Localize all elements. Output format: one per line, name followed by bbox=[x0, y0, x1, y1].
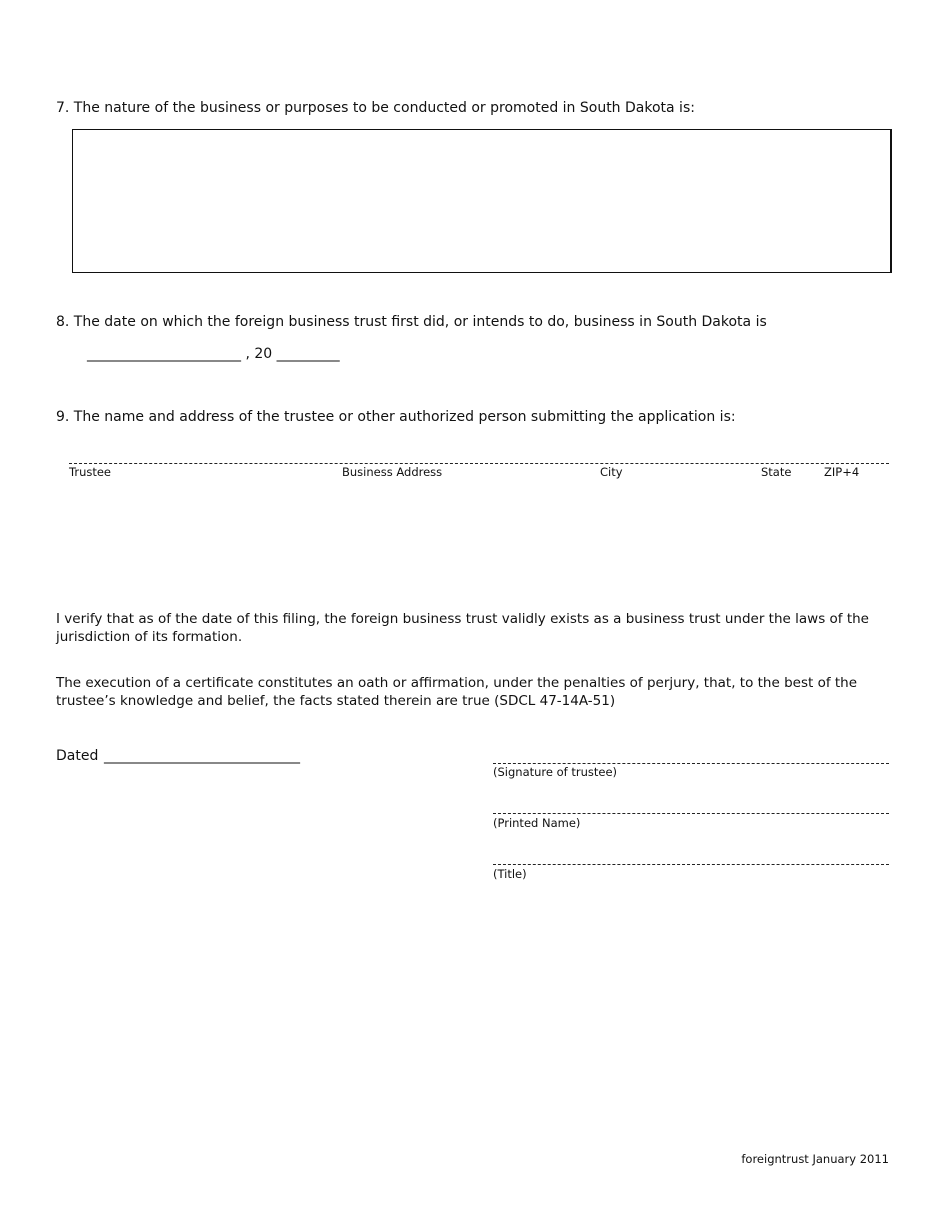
signature-line[interactable] bbox=[493, 763, 889, 764]
business-address-column-label: Business Address bbox=[342, 465, 443, 479]
title-label: (Title) bbox=[493, 867, 527, 881]
start-date-field[interactable]: ______________________ , 20 _________ bbox=[87, 346, 340, 362]
signature-label: (Signature of trustee) bbox=[493, 765, 618, 779]
question-7-text: 7. The nature of the business or purposes to be conducted or promoted in South Dakota is: bbox=[56, 100, 695, 116]
printed-name-line[interactable] bbox=[493, 813, 889, 814]
footer-text: foreigntrust January 2011 bbox=[741, 1152, 889, 1166]
state-column-label: State bbox=[761, 465, 792, 479]
dated-field[interactable]: ____________________________ bbox=[104, 748, 300, 764]
city-column-label: City bbox=[600, 465, 623, 479]
trustee-address-line[interactable] bbox=[69, 463, 889, 464]
printed-name-label: (Printed Name) bbox=[493, 816, 581, 830]
dated-label: Dated bbox=[56, 748, 99, 764]
question-8-text: 8. The date on which the foreign business trust first did, or intends to do, business in South Dakota is bbox=[56, 314, 767, 330]
title-line[interactable] bbox=[493, 864, 889, 865]
verification-paragraph: I verify that as of the date of this filing, the foreign business trust validly exists as a business trust under the laws of the jurisdiction of its formation. bbox=[56, 611, 869, 645]
trustee-column-label: Trustee bbox=[69, 465, 112, 479]
oath-paragraph: The execution of a certificate constitutes an oath or affirmation, under the penalties of perjury, that, to the best of the trustee’s knowledge and belief, the facts stated therein are true (SDCL 47-14A-51) bbox=[56, 675, 858, 709]
question-9-text: 9. The name and address of the trustee or other authorized person submitting the application is: bbox=[56, 409, 736, 425]
zip-column-label: ZIP+4 bbox=[824, 465, 860, 479]
business-purpose-box[interactable] bbox=[72, 129, 892, 273]
